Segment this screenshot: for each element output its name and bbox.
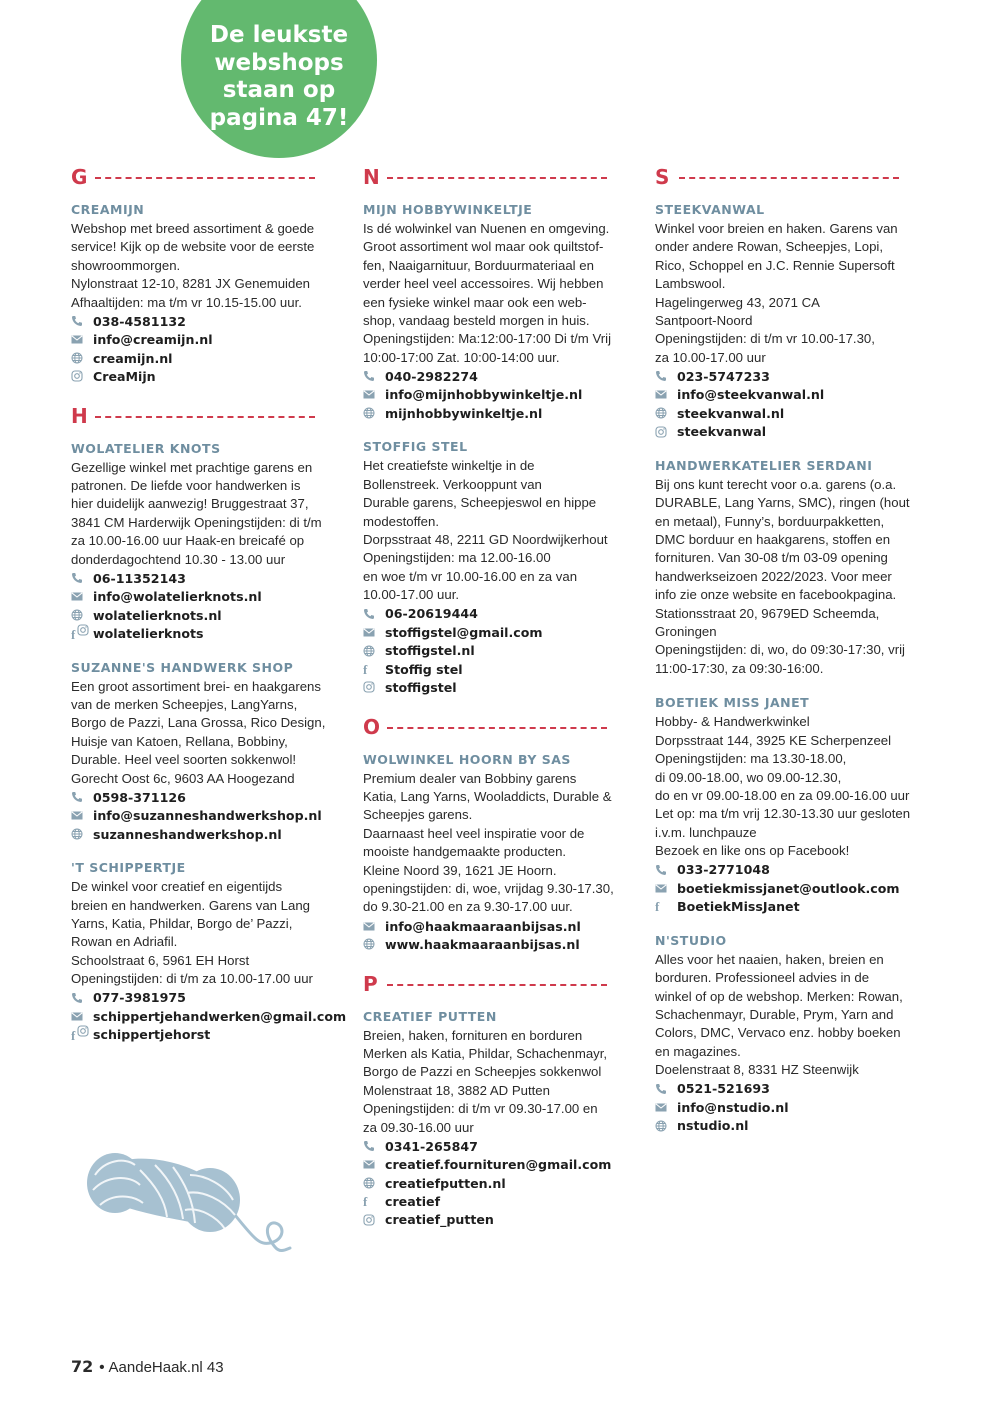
phone-icon: [363, 608, 385, 620]
phone-contact-value[interactable]: 0521-521693: [677, 1081, 770, 1097]
mail-icon: [655, 884, 677, 893]
globe-icon: [71, 828, 93, 840]
phone-icon: [71, 315, 93, 327]
contact-row: [71, 1025, 333, 1043]
page-number: 72: [71, 1357, 94, 1376]
contact-row: [363, 367, 625, 385]
instagram-icon: [363, 681, 385, 693]
shop-name: WOLATELIER KNOTS: [71, 440, 221, 456]
shop-name: STOFFIG STEL: [363, 439, 468, 455]
shop-description: Breien, haken, fornituren en borduren Merken als Katia, Phildar, Schachenmayr, Borgo de Pazzi en Scheepjes sokkenwol Molenstraat 18, 3882 AD Putten Openingstijden: di t/m vr 09.30-17.00 en za 09.30-16.00 uur: [363, 1027, 608, 1135]
phone-contact-value[interactable]: 0341-265847: [385, 1138, 478, 1154]
section-g: [71, 163, 333, 386]
section-s: [655, 163, 917, 1135]
mail-icon: [363, 390, 385, 399]
contact-row: [655, 1116, 917, 1134]
section-header: [71, 402, 333, 430]
instagram-icon: [77, 1025, 89, 1044]
mail-contact-value[interactable]: info@mijnhobbywinkeltje.nl: [385, 387, 583, 403]
facebook-icon: f: [71, 626, 76, 642]
mail-contact-value[interactable]: info@nstudio.nl: [677, 1099, 789, 1115]
contact-row: [363, 1155, 625, 1173]
contact-row: [363, 386, 625, 404]
column-1: [71, 163, 347, 1060]
section-header: [363, 713, 625, 741]
mail-contact-value[interactable]: boetiekmissjanet@outlook.com: [677, 880, 900, 896]
shop-name: MIJN HOBBYWINKELTJE: [363, 202, 533, 217]
section-letter: G: [71, 165, 88, 189]
contact-row: [71, 349, 333, 367]
contact-row: [71, 587, 333, 605]
section-h: [71, 402, 347, 1044]
phone-icon: [655, 864, 677, 876]
mail-contact-value[interactable]: creatief.fournituren@gmail.com: [385, 1157, 612, 1173]
shop-name: CREATIEF PUTTEN: [363, 1008, 497, 1024]
contact-row: [655, 1098, 917, 1116]
shop-listing: [655, 694, 917, 915]
contact-row: [363, 605, 625, 623]
shop-description: Alles voor het naaien, haken, breien en borduren. Professioneel advies in de winkel of op de webshop. Merken: Rowan, Schachenmayr, Durable, Prym, Yarn and Colors, DMC, Vervaco enz. hobby boeken en magazines. Doelenstraat 8, 8331 HZ Steenwijk: [655, 951, 903, 1078]
phone-contact-value[interactable]: 06-11352143: [93, 570, 186, 586]
shop-name: WOLWINKEL HOORN BY SAS: [363, 751, 571, 767]
shop-description: De winkel voor creatief en eigentijds breien en handwerken. Garens van Lang Yarns, Katia, Phildar, Borgo de’ Pazzi, Rowan en Adriafil. Schoolstraat 6, 5961 EH Horst Openingstijden: di t/m za 10.00-17.00 uur: [71, 879, 313, 987]
phone-icon: [655, 370, 677, 382]
mail-contact-value[interactable]: info@creamijn.nl: [93, 332, 213, 348]
shop-listing: [655, 201, 917, 441]
shop-listing: [363, 1008, 625, 1229]
contact-row: [71, 606, 333, 624]
phone-icon: [655, 1083, 677, 1095]
instagram-icon: [71, 370, 93, 382]
globe-icon: [363, 1177, 385, 1189]
contact-row: [71, 569, 333, 587]
facebook-icon: f: [363, 1193, 368, 1209]
facebook-instagram-icon: [71, 1025, 93, 1044]
globe-icon: [363, 938, 385, 950]
section-letter: N: [363, 165, 380, 189]
globe-contact-value[interactable]: suzanneshandwerkshop.nl: [93, 826, 282, 842]
mail-icon: [71, 592, 93, 601]
contact-row: [71, 989, 333, 1007]
phone-icon: [363, 1140, 385, 1152]
contact-row: [655, 879, 917, 897]
contact-row: [71, 788, 333, 806]
instagram-contact-value[interactable]: steekvanwal: [677, 424, 767, 440]
contact-row: [71, 624, 333, 642]
globe-contact-value[interactable]: creamijn.nl: [93, 350, 173, 366]
dashed-divider: [95, 177, 315, 179]
contact-row: [363, 404, 625, 422]
shop-listing: [71, 201, 333, 386]
mail-icon: [363, 922, 385, 931]
footer-bullet: •: [99, 1359, 105, 1376]
globe-icon: [71, 609, 93, 621]
facebook-icon: f: [71, 1028, 76, 1044]
facebook-contact-value[interactable]: BoetiekMissJanet: [677, 899, 800, 914]
instagram-icon: [77, 624, 89, 643]
contact-row: [363, 1211, 625, 1229]
mail-icon: [71, 1012, 93, 1021]
shop-description: Een groot assortiment brei- en haakgarens van de merken Scheepjes, LangYarns, Borgo de Pazzi, Lana Grossa, Rico Design, Huisje van Katoen, Rellana, Bobbiny, Durable. Heel veel soorten sokkenwol! Gorecht Oost 6c, 9603 AA Hoogezand: [71, 678, 326, 786]
section-letter: H: [71, 403, 88, 428]
globe-contact-value[interactable]: mijnhobbywinkeltje.nl: [385, 405, 543, 421]
contact-row: [363, 1137, 625, 1155]
mail-contact-value[interactable]: info@wolatelierknots.nl: [93, 589, 262, 605]
globe-contact-value[interactable]: steekvanwal.nl: [677, 405, 785, 421]
shop-name: 'T SCHIPPERTJE: [71, 860, 186, 876]
globe-contact-value[interactable]: nstudio.nl: [677, 1118, 749, 1134]
phone-contact-value[interactable]: 033-2771048: [677, 862, 770, 878]
shop-description: Bij ons kunt terecht voor o.a. garens (o.a. DURABLE, Lang Yarns, SMC), ringen (hout en metaal), Funny’s, borduurpakketten, DMC borduur en haakgarens, stoffen en fornituren. Van 30-08 t/m 03-09 opening handwerkseizoen 2022/2023. Voor meer info zie onze website en facebookpagina. Stationsstraat 20, 9679ED Scheemda, Groningen Openingstijden: di, wo, do 09:30-17:30, vrij 11:00-17:30, za 09:30-16:00.: [655, 476, 910, 676]
phone-icon: [71, 992, 93, 1004]
mail-icon: [71, 335, 93, 344]
shop-name: BOETIEK MISS JANET: [655, 695, 810, 711]
mail-contact-value[interactable]: stoffigstel@gmail.com: [385, 624, 543, 640]
section-header: [363, 970, 625, 998]
contact-row: [71, 806, 333, 824]
phone-icon: [71, 572, 93, 584]
globe-contact-value[interactable]: wolatelierknots.nl: [93, 607, 222, 623]
contact-row: [71, 312, 333, 330]
contact-row: [363, 678, 625, 696]
page-footer: [71, 1357, 224, 1376]
globe-icon: [363, 407, 385, 419]
magazine-name: AandeHaak.nl 43: [108, 1359, 224, 1376]
contact-row: [655, 386, 917, 404]
shop-name: N'STUDIO: [655, 932, 727, 948]
mail-icon: [363, 628, 385, 637]
shop-listing: [655, 932, 917, 1135]
column-3: [655, 163, 917, 1151]
instagram-contact-value[interactable]: stoffigstel: [385, 679, 457, 695]
mail-icon: [655, 1103, 677, 1112]
shop-listing: [71, 659, 333, 844]
column-2: [363, 163, 625, 1245]
instagram-icon: [363, 1214, 385, 1226]
instagram-contact-value[interactable]: creatief_putten: [385, 1212, 494, 1228]
shop-description: Het creatiefste winkeltje in de Bollenstreek. Verkooppunt van Durable garens, Scheepjeswol en hippe modestoffen. Dorpsstraat 48, 2211 GD Noordwijkerhout Openingstijden: ma 12.00-16.00 en woe t/m vr 10.00-16.00 en za van 10.00-17.00 uur.: [363, 458, 608, 603]
shop-name: HANDWERKATELIER SERDANI: [655, 457, 873, 473]
shop-description: Winkel voor breien en haken. Garens van onder andere Rowan, Scheepjes, Lopi, Rico, Schoppel en J.C. Rennie Supersoft Lambswool. Hagelingerweg 43, 2071 CA Santpoort-Noord Openingstijden: di t/m vr 10.00-17.30, za 10.00-17.00 uur: [655, 221, 898, 365]
contact-row: [71, 330, 333, 348]
globe-contact-value[interactable]: creatiefputten.nl: [385, 1175, 506, 1191]
contact-row: [363, 1174, 625, 1192]
dashed-divider: [387, 727, 607, 729]
mail-contact-value[interactable]: info@suzanneshandwerkshop.nl: [93, 808, 322, 824]
facebook-icon: f: [363, 661, 368, 677]
section-n: [363, 163, 625, 697]
contact-row: [655, 897, 917, 915]
contact-row: [655, 404, 917, 422]
mail-icon: [655, 390, 677, 399]
shop-description: Hobby- & Handwerkwinkel Dorpsstraat 144, 3925 KE Scherpenzeel Openingstijden: ma 13.30-18.00, di 09.00-18.00, wo 09.00-12.30, do en vr 09.00-18.00 en za 09.00-16.00 uur Let op: ma t/m vrij 12.30-13.30 uur gesloten i.v.m. lunchpauze Bezoek en like ons op Facebook!: [655, 714, 911, 859]
dashed-divider: [387, 984, 607, 986]
contact-row: [655, 861, 917, 879]
contact-row: [363, 935, 625, 953]
shop-listing: [363, 438, 625, 696]
contact-row: [71, 825, 333, 843]
shop-name: STEEKVANWAL: [655, 202, 765, 217]
contact-row: [655, 1080, 917, 1098]
phone-contact-value[interactable]: 038-4581132: [93, 313, 186, 329]
section-header: [655, 163, 917, 191]
shop-description: Webshop met breed assortiment & goede service! Kijk op de website voor de eerste showroommorgen. Nylonstraat 12-10, 8281 JX Genemuiden Afhaaltijden: ma t/m vr 10.15-15.00 uur.: [71, 221, 315, 310]
mail-icon: [363, 1160, 385, 1169]
section-letter: P: [363, 971, 378, 996]
phone-contact-value[interactable]: 0598-371126: [93, 789, 186, 805]
phone-contact-value[interactable]: 077-3981975: [93, 990, 186, 1006]
facebook-contact-value[interactable]: Stoffig stel: [385, 661, 463, 677]
globe-icon: [655, 407, 677, 419]
mail-contact-value[interactable]: info@steekvanwal.nl: [677, 387, 825, 403]
mail-contact-value[interactable]: schippertjehandwerken@gmail.com: [93, 1008, 347, 1024]
shop-name: SUZANNE'S HANDWERK SHOP: [71, 659, 294, 675]
dashed-divider: [679, 177, 899, 179]
contact-row: [655, 422, 917, 440]
contact-row: [655, 367, 917, 385]
facebook-icon: f: [655, 899, 660, 914]
mail-contact-value[interactable]: info@haakmaaraanbijsas.nl: [385, 918, 581, 934]
instagram-contact-value[interactable]: CreaMijn: [93, 368, 156, 384]
facebook-instagram-contact-value[interactable]: wolatelierknots: [93, 625, 204, 641]
shop-description: Premium dealer van Bobbiny garens Katia, Lang Yarns, Wooladdicts, Durable & Scheepjes garens. Daarnaast heel veel inspiratie voor de mooiste handgemaakte producten. Kleine Noord 39, 1621 JE Hoorn. openingstijden: di, woe, vrijdag 9.30-17.30, do 9.30-21.00 en za 9.30-17.00 uur.: [363, 770, 614, 915]
section-p: [363, 970, 625, 1229]
globe-contact-value[interactable]: www.haakmaaraanbijsas.nl: [385, 936, 580, 952]
facebook-instagram-icon: [71, 624, 93, 643]
shop-listing: [71, 440, 333, 643]
contact-row: [71, 1007, 347, 1025]
shop-listing: [363, 751, 625, 954]
globe-icon: [363, 645, 385, 657]
globe-icon: [71, 352, 93, 364]
facebook-instagram-contact-value[interactable]: schippertjehorst: [93, 1027, 211, 1043]
section-letter: S: [655, 165, 670, 189]
section-letter: O: [363, 714, 381, 739]
facebook-contact-value[interactable]: creatief: [385, 1193, 441, 1209]
shop-description: Gezellige winkel met prachtige garens en patronen. De liefde voor handwerken is hier duidelijk aanwezig! Bruggestraat 37, 3841 CM Harderwijk Openingstijden: di t/m za 10.00-16.00 uur Haak-en breicafé op donderdagochtend 10.30 - 13.00 uur: [71, 459, 322, 567]
mail-icon: [71, 811, 93, 820]
phone-contact-value[interactable]: 040-2982274: [385, 368, 478, 384]
globe-icon: [655, 1120, 677, 1132]
section-o: [363, 713, 625, 954]
contact-row: [363, 660, 625, 678]
phone-contact-value[interactable]: 023-5747233: [677, 368, 770, 384]
section-header: [363, 163, 625, 191]
contact-row: [363, 917, 625, 935]
shop-description: Is dé wolwinkel van Nuenen en omgeving. Groot assortiment wol maar ook quiltstof- fen, Naaigarnituur, Borduurmateriaal en verder heel veel accessoires. Wij hebben een fysieke winkel maar ook een web- shop, vandaag besteld morgen in huis. Openingstijden: Ma:12:00-17:00 Di t/m Vrij 10:00-17:00 Zat. 10:00-14:00 uur.: [363, 221, 611, 365]
promo-badge: [181, 0, 377, 158]
shop-listing: [71, 859, 347, 1044]
dashed-divider: [95, 416, 315, 418]
contact-row: [71, 367, 333, 385]
phone-icon: [71, 791, 93, 803]
shop-name: CREAMIJN: [71, 202, 145, 217]
yarn-ball-illustration: [85, 1145, 295, 1260]
contact-row: [363, 641, 625, 659]
phone-icon: [363, 370, 385, 382]
shop-listing: [655, 457, 917, 678]
shop-listing: [363, 201, 625, 422]
section-header: [71, 163, 333, 191]
globe-contact-value[interactable]: stoffigstel.nl: [385, 643, 475, 659]
dashed-divider: [387, 177, 607, 179]
promo-badge-text: De leukste webshops staan op pagina 47!: [209, 22, 349, 131]
instagram-icon: [655, 426, 677, 438]
phone-contact-value[interactable]: 06-20619444: [385, 606, 478, 622]
contact-row: [363, 623, 625, 641]
contact-row: [363, 1192, 625, 1210]
